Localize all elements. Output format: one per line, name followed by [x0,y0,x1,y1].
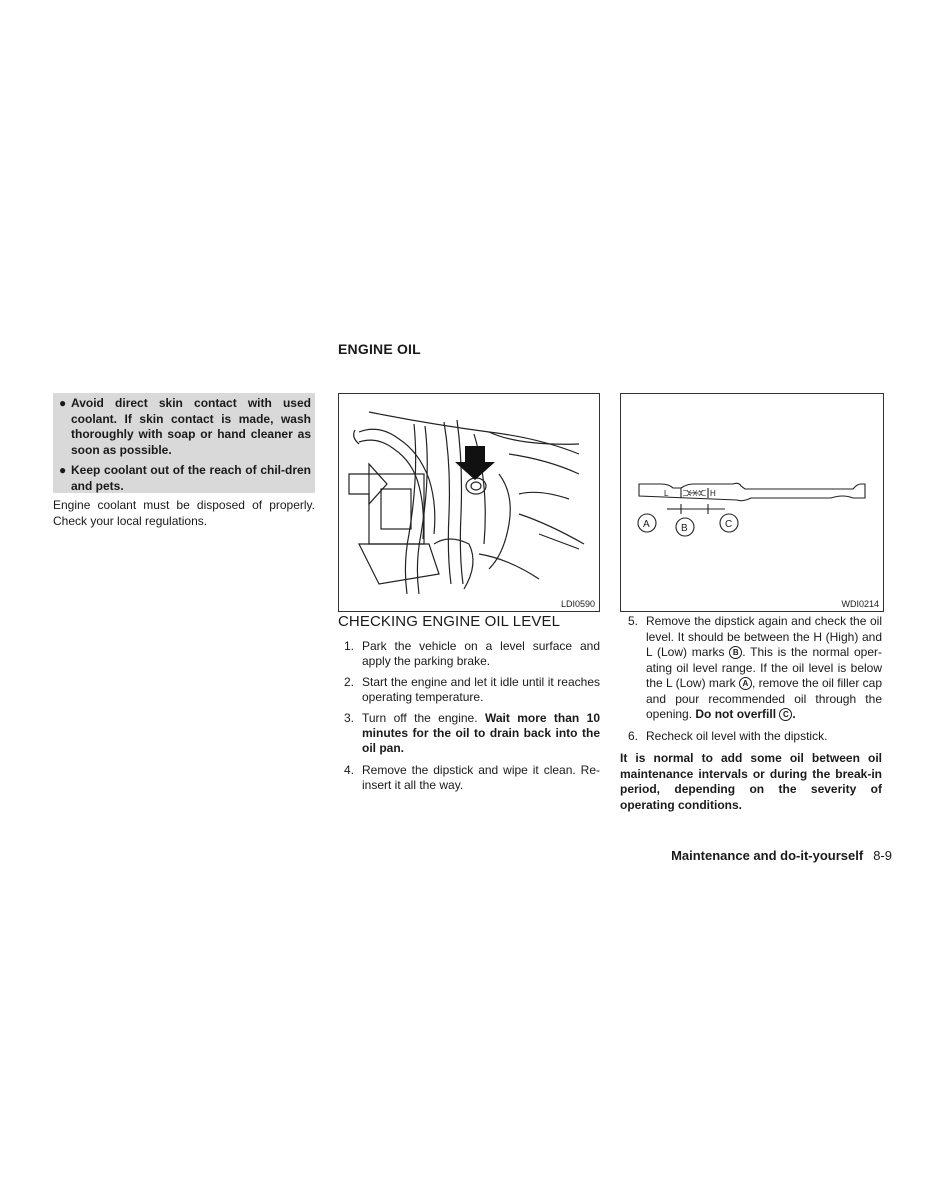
warning-box [53,393,315,493]
dipstick-figure [620,393,884,612]
engine-bay-figure [338,393,600,612]
right-column [620,614,882,813]
coolant-disposal-note: Engine coolant must be disposed of properly. Check your local regulations. [53,498,315,528]
warning-text: Avoid direct skin contact with used coolant. If skin contact is made, wash thoroughly with soap or hand cleaner as soon as possible. [71,396,311,457]
page-number: 8-9 [873,848,892,863]
step-item [344,711,600,756]
closing-note: It is normal to add some oil between oil maintenance intervals or during the break-in period, depending on the severity of operating conditions. [620,751,882,812]
step-text-bold: Wait more than 10 minutes for the oil to drain back into the oil pan. [362,711,600,755]
figure-code: WDI0214 [841,599,879,609]
step-number: 5. [628,614,639,628]
overfill-warning: Do not overfill [695,707,777,721]
step-item [620,729,882,745]
step-item [344,763,600,793]
warning-text: Keep coolant out of the reach of chil-dren and pets. [71,463,311,493]
step-text-part: , remove the oil filler cap and pour recommended oil through the opening. [646,676,882,721]
step-number: 1. [344,639,355,653]
step-text [362,711,600,756]
marker-a-icon: A [739,677,752,690]
step-text-end: . [792,707,796,721]
warning-item [59,463,311,494]
page-footer [671,848,892,863]
step-number: 2. [344,675,355,689]
step-text-plain: Turn off the engine. [362,711,478,725]
step-text-part: . This is the normal oper-ating oil level range. If the oil level is below the L (Low) mark [646,645,882,690]
dipstick-label-l: L [664,489,669,498]
footer-section-title: Maintenance and do-it-yourself [671,848,864,863]
marker-c-icon: C [779,708,792,721]
engine-bay-illustration [339,394,599,611]
dipstick-label-h: H [710,489,716,498]
section-title: ENGINE OIL [338,341,421,357]
dipstick-marker-a: A [643,519,650,530]
dipstick-illustration [621,394,883,611]
warning-item [59,396,311,458]
step-text: Park the vehicle on a level surface and apply the parking brake. [362,639,600,668]
step-text-part: Remove the dipstick again and check the oil level. It should be between the H (High) and L (Low) marks [646,614,882,659]
step-item [344,675,600,705]
dipstick-marker-b: B [681,523,688,534]
step-number: 4. [344,763,355,777]
step-number: 3. [344,711,355,725]
step-text [646,614,882,723]
bullet-icon: ● [59,463,67,477]
dipstick-marker-c: C [725,519,733,530]
subsection-title: CHECKING ENGINE OIL LEVEL [338,613,561,630]
step-item [344,639,600,669]
bullet-icon: ● [59,396,67,410]
step-text: Recheck oil level with the dipstick. [646,728,828,743]
marker-b-icon: B [729,646,742,659]
step-number: 6. [628,728,639,743]
step-text: Start the engine and let it idle until it reaches operating temperature. [362,675,600,704]
figure-code: LDI0590 [560,599,595,609]
step-text: Remove the dipstick and wipe it clean. Re-insert it all the way. [362,763,600,792]
warning-list [53,393,315,494]
step-item [620,614,882,723]
